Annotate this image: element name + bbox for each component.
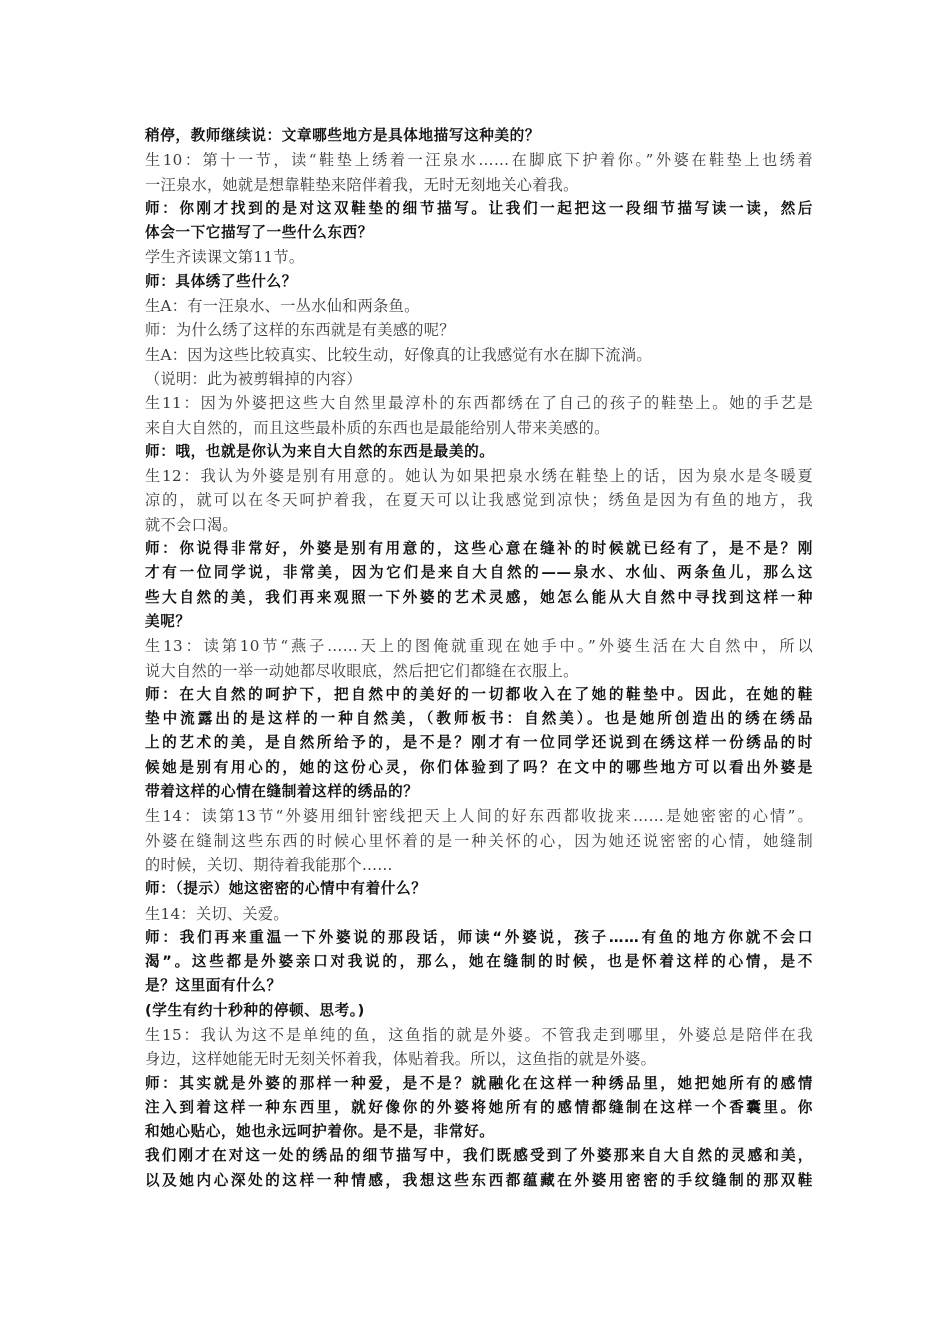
student-text-line: 来自大自然的，而且这些最朴质的东西也是最能给别人带来美感的。 [145,418,610,437]
teacher-text-line: 才有一位同学说，非常美，因为它们是来自大自然的——泉水、水仙、两条鱼儿，那么这 [145,564,813,582]
student-text-line: 师：为什么绣了这样的东西就是有美感的呢？ [145,321,455,340]
teacher-text-line: 垫中流露出的是这样的一种自然美，（教师板书：自然美）。也是她所创造出的绣在绣品 [145,710,813,728]
teacher-text-line: 我们刚才在对这一处的绣品的细节描写中，我们既感受到了外婆那来自大自然的灵感和美， [145,1147,813,1165]
teacher-text-line: 注入到着这样一种东西里，就好像你的外婆将她所有的感情都缝制在这样一个香囊里。你 [145,1098,813,1116]
teacher-text-line: 师：你说得非常好，外婆是别有用意的，这些心意在缝补的时候就已经有了，是不是？刚 [145,540,813,558]
student-text-line: 生15：我认为这不是单纯的鱼，这鱼指的就是外婆。不管我走到哪里，外婆总是陪伴在我 [145,1025,813,1044]
student-text-line: 说大自然的一举一动她都尽收眼底，然后把它们都缝在衣服上。 [145,661,579,680]
student-text-line: 就不会口渴。 [145,515,238,534]
student-text-line: 凉的，就可以在冬天呵护着我，在夏天可以让我感觉到凉快；绣鱼是因为有鱼的地方，我 [145,491,813,510]
teacher-text-line: 美呢？ [145,612,191,630]
teacher-text-line: 以及她内心深处的这样一种情感，我想这些东西都蕴藏在外婆用密密的手纹缝制的那双鞋 [145,1171,813,1189]
teacher-text-line: 候她是别有用心的，她的这份心灵，你们体验到了吗？在文中的哪些地方可以看出外婆是 [145,758,813,776]
teacher-text-line: 带着这样的心情在缝制着这样的绣品的？ [145,783,419,801]
document-page [145,124,813,1193]
teacher-text-line: 体会一下它描写了一些什么东西？ [145,224,373,242]
student-text-line: 生A：因为这些比较真实、比较生动，好像真的让我感觉有水在脚下流淌。 [145,345,652,364]
teacher-text-line: 稍停，教师继续说：文章哪些地方是具体地描写这种美的？ [145,127,541,144]
teacher-text-line: 师：你刚才找到的是对这双鞋垫的细节描写。让我们一起把这一段细节描写读一读，然后 [145,199,813,217]
teacher-text-line: (学生有约十秒种的停顿、思考。) [145,1001,365,1019]
student-text-line: 身边，这样她能无时无刻关怀着我，体贴着我。所以，这鱼指的就是外婆。 [145,1050,657,1069]
student-text-line: 的时候，关切、期待着我能那个…… [145,855,393,874]
teacher-text-line: 师：在大自然的呵护下，把自然中的美好的一切都收入在了她的鞋垫中。因此，在她的鞋 [145,685,813,703]
teacher-text-line: 和她心贴心，她也永远呵护着你。是不是，非常好。 [145,1123,495,1141]
student-text-line: 生14：关切、关爱。 [145,904,289,923]
teacher-text-line: 师：（提示）她这密密的心情中有着什么？ [145,880,427,898]
student-text-line: 生10：第十一节，读“鞋垫上绣着一汪泉水……在脚底下护着你。”外婆在鞋垫上也绣着 [145,151,813,170]
student-text-line: 一汪泉水，她就是想靠鞋垫来陪伴着我，无时无刻地关心着我。 [145,175,579,194]
student-text-line: 生12：我认为外婆是别有用意的。她认为如果把泉水绣在鞋垫上的话，因为泉水是冬暖夏 [145,467,813,486]
teacher-text-line: 师：具体绣了些什么？ [145,272,297,290]
teacher-text-line: 渴”。这些都是外婆亲口对我说的，那么，她在缝制的时候，也是怀着这样的心情，是不 [145,953,813,971]
student-text-line: 外婆在缝制这些东西的时候心里怀着的是一种关怀的心，因为她还说密密的心情，她缝制 [145,831,813,850]
student-text-line: （说明：此为被剪辑掉的内容） [145,369,362,388]
student-text-line: 生A：有一汪泉水、一丛水仙和两条鱼。 [145,297,420,316]
student-text-line: 生13：读第10节“燕子……天上的图俺就重现在她手中。”外婆生活在大自然中，所以 [145,637,813,656]
student-text-line: 生11：因为外婆把这些大自然里最淳朴的东西都绣在了自己的孩子的鞋垫上。她的手艺是 [145,394,813,413]
teacher-text-line: 师：其实就是外婆的那样一种爱，是不是？就融化在这样一种绣品里，她把她所有的感情 [145,1074,813,1092]
teacher-text-line: 是？这里面有什么？ [145,977,282,995]
teacher-text-line: 师：我们再来重温一下外婆说的那段话，师读“外婆说，孩子……有鱼的地方你就不会口 [145,928,813,946]
teacher-text-line: 师：哦，也就是你认为来自大自然的东西是最美的。 [145,442,495,460]
teacher-text-line: 些大自然的美，我们再来观照一下外婆的艺术灵感，她怎么能从大自然中寻找到这样一种 [145,588,813,606]
student-text-line: 生14：读第13节“外婆用细针密线把天上人间的好东西都收拢来……是她密密的心情”。 [145,807,813,826]
teacher-text-line: 上的艺术的美，是自然所给予的，是不是？刚才有一位同学还说到在绣这样一份绣品的时 [145,734,813,752]
student-text-line: 学生齐读课文第11节。 [145,248,305,267]
